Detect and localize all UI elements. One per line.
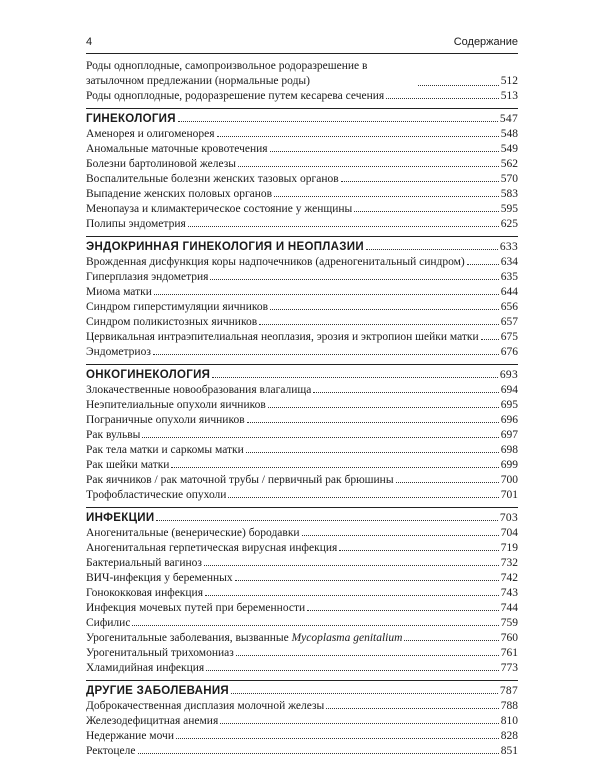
dot-leader — [326, 708, 498, 709]
entry-title: ДРУГИЕ ЗАБОЛЕВАНИЯ — [86, 685, 229, 697]
entry-page: 701 — [500, 489, 518, 501]
toc-entry[interactable] — [86, 59, 518, 89]
toc-entry[interactable] — [86, 428, 518, 443]
entry-title: Воспалительные болезни женских тазовых органов — [86, 173, 339, 185]
dot-leader — [339, 550, 498, 551]
entry-page: 512 — [500, 75, 518, 87]
dot-leader — [404, 640, 498, 641]
entry-title: Синдром поликистозных яичников — [86, 316, 258, 328]
dot-leader — [212, 377, 498, 378]
dot-leader — [270, 151, 499, 152]
entry-title: Врожденная дисфункция коры надпочечников (адреногенитальный синдром) — [86, 256, 465, 268]
toc-entry[interactable] — [86, 729, 518, 744]
entry-page: 744 — [500, 602, 518, 614]
table-of-contents — [86, 59, 518, 759]
entry-title: Железодефицитная анемия — [86, 715, 219, 727]
toc-entry[interactable] — [86, 541, 518, 556]
dot-leader — [171, 467, 498, 468]
toc-entry[interactable] — [86, 217, 518, 232]
entry-title: Синдром гиперстимуляции яичников — [86, 301, 269, 313]
entry-page: 698 — [500, 444, 518, 456]
entry-page: 547 — [499, 113, 518, 125]
entry-title: Менопауза и климактерическое состояние у женщины — [86, 203, 353, 215]
toc-entry[interactable] — [86, 398, 518, 413]
toc-entry[interactable] — [86, 345, 518, 360]
entry-page: 644 — [500, 286, 518, 298]
toc-entry[interactable] — [86, 157, 518, 172]
dot-leader — [386, 98, 499, 99]
dot-leader — [142, 437, 498, 438]
toc-entry[interactable] — [86, 586, 518, 601]
entry-title: Цервикальная интраэпителиальная неоплазия, эрозия и эктропион шейки матки — [86, 331, 479, 343]
entry-title: Доброкачественная дисплазия молочной железы — [86, 700, 325, 712]
entry-title: Рак тела матки и саркомы матки — [86, 444, 244, 456]
entry-page: 696 — [500, 414, 518, 426]
entry-page: 695 — [500, 399, 518, 411]
entry-page: 759 — [500, 617, 518, 629]
entry-title: ГИНЕКОЛОГИЯ — [86, 113, 176, 125]
toc-entry[interactable] — [86, 661, 518, 676]
entry-title: Болезни бартолиновой железы — [86, 158, 237, 170]
dot-leader — [307, 610, 499, 611]
entry-title: ВИЧ-инфекция у беременных — [86, 572, 233, 584]
toc-entry[interactable] — [86, 601, 518, 616]
toc-entry[interactable] — [86, 383, 518, 398]
section-heading[interactable] — [86, 111, 518, 127]
toc-entry[interactable] — [86, 315, 518, 330]
dot-leader — [302, 535, 499, 536]
entry-title: Аномальные маточные кровотечения — [86, 143, 268, 155]
entry-title: Рак яичников / рак маточной трубы / первичный рак брюшины — [86, 474, 394, 486]
toc-entry[interactable] — [86, 142, 518, 157]
entry-page: 773 — [500, 662, 518, 674]
entry-title: Сифилис — [86, 617, 131, 629]
toc-entry[interactable] — [86, 330, 518, 345]
toc-entry[interactable] — [86, 714, 518, 729]
section-heading[interactable] — [86, 367, 518, 383]
entry-page: 694 — [500, 384, 518, 396]
dot-leader — [206, 670, 499, 671]
entry-page: 635 — [500, 271, 518, 283]
entry-title: Выпадение женских половых органов — [86, 188, 273, 200]
dot-leader — [268, 407, 499, 408]
dot-leader — [210, 279, 498, 280]
dot-leader — [270, 309, 499, 310]
entry-page: 703 — [499, 512, 518, 524]
entry-title: Пограничные опухоли яичников — [86, 414, 245, 426]
entry-title: Аменорея и олигоменорея — [86, 128, 215, 140]
entry-title: Роды одноплодные, родоразрешение путем кесарева сечения — [86, 90, 385, 102]
dot-leader — [204, 565, 499, 566]
toc-entry[interactable] — [86, 270, 518, 285]
entry-page: 760 — [500, 632, 518, 644]
entry-page: 693 — [499, 369, 518, 381]
entry-page: 548 — [500, 128, 518, 140]
entry-page: 634 — [500, 256, 518, 268]
header-rule — [86, 53, 518, 54]
toc-entry[interactable] — [86, 631, 518, 646]
entry-title: Недержание мочи — [86, 730, 174, 742]
dot-leader — [132, 625, 498, 626]
section-divider — [86, 108, 518, 109]
dot-leader — [217, 136, 499, 137]
toc-entry[interactable] — [86, 699, 518, 714]
dot-leader — [259, 324, 499, 325]
entry-page: 625 — [500, 218, 518, 230]
entry-title: Рак шейки матки — [86, 459, 170, 471]
entry-page: 595 — [500, 203, 518, 215]
toc-entry[interactable] — [86, 646, 518, 661]
entry-page: 562 — [500, 158, 518, 170]
section-divider — [86, 236, 518, 237]
dot-leader — [481, 339, 499, 340]
entry-title: ЭНДОКРИННАЯ ГИНЕКОЛОГИЯ И НЕОПЛАЗИИ — [86, 241, 364, 253]
page-number: 4 — [86, 36, 93, 48]
dot-leader — [467, 264, 499, 265]
toc-entry[interactable] — [86, 89, 518, 104]
dot-leader — [396, 482, 499, 483]
dot-leader — [236, 655, 499, 656]
entry-page: 513 — [500, 90, 518, 102]
entry-page: 676 — [500, 346, 518, 358]
toc-entry[interactable] — [86, 413, 518, 428]
toc-entry[interactable] — [86, 127, 518, 142]
entry-title: Трофобластические опухоли — [86, 489, 227, 501]
entry-title: Злокачественные новообразования влагалища — [86, 384, 312, 396]
dot-leader — [247, 422, 499, 423]
toc-entry[interactable] — [86, 285, 518, 300]
dot-leader — [178, 121, 498, 122]
entry-page: 704 — [500, 527, 518, 539]
entry-page: 699 — [500, 459, 518, 471]
entry-title: Инфекция мочевых путей при беременности — [86, 602, 306, 614]
dot-leader — [153, 354, 499, 355]
dot-leader — [341, 181, 499, 182]
dot-leader — [274, 196, 499, 197]
entry-page: 570 — [500, 173, 518, 185]
toc-entry[interactable] — [86, 744, 518, 759]
entry-title: ИНФЕКЦИИ — [86, 512, 155, 524]
entry-title: Неэпителиальные опухоли яичников — [86, 399, 266, 411]
entry-page: 697 — [500, 429, 518, 441]
entry-title: Роды одноплодные, самопроизвольное родоразрешение в затылочном предлежании (нормальные роды) — [86, 60, 368, 87]
section-divider — [86, 507, 518, 508]
entry-title: Рак вульвы — [86, 429, 141, 441]
entry-page: 787 — [499, 685, 518, 697]
section-heading[interactable] — [86, 510, 518, 526]
dot-leader — [205, 595, 499, 596]
entry-page: 675 — [500, 331, 518, 343]
entry-page: 633 — [499, 241, 518, 253]
entry-title: Аногенитальные (венерические) бородавки — [86, 527, 300, 539]
entry-title: Гиперплазия эндометрия — [86, 271, 209, 283]
toc-entry[interactable] — [86, 187, 518, 202]
dot-leader — [366, 249, 498, 250]
entry-title: Гонококковая инфекция — [86, 587, 203, 599]
dot-leader — [138, 753, 499, 754]
toc-entry[interactable] — [86, 458, 518, 473]
entry-title: Хламидийная инфекция — [86, 662, 205, 674]
dot-leader — [354, 211, 498, 212]
dot-leader — [176, 738, 499, 739]
toc-entry[interactable] — [86, 488, 518, 503]
dot-leader — [235, 580, 499, 581]
section-heading[interactable] — [86, 683, 518, 699]
entry-page: 719 — [500, 542, 518, 554]
toc-entry[interactable] — [86, 202, 518, 217]
entry-title: Урогенитальный трихомониаз — [86, 647, 234, 659]
dot-leader — [188, 226, 499, 227]
section-divider — [86, 364, 518, 365]
entry-title: Бактериальный вагиноз — [86, 557, 202, 569]
entry-page: 700 — [500, 474, 518, 486]
entry-page: 657 — [500, 316, 518, 328]
entry-title: Эндометриоз — [86, 346, 151, 358]
dot-leader — [238, 166, 499, 167]
section-divider — [86, 680, 518, 681]
latin-name: Mycoplasma genitalium — [291, 632, 403, 644]
section-heading[interactable] — [86, 239, 518, 255]
entry-page: 788 — [500, 700, 518, 712]
entry-page: 656 — [500, 301, 518, 313]
toc-entry[interactable] — [86, 443, 518, 458]
entry-title: Ректоцеле — [86, 745, 136, 757]
toc-entry[interactable] — [86, 526, 518, 541]
dot-leader — [231, 693, 498, 694]
entry-page: 549 — [500, 143, 518, 155]
toc-entry[interactable] — [86, 473, 518, 488]
entry-page: 583 — [500, 188, 518, 200]
dot-leader — [228, 497, 498, 498]
dot-leader — [156, 520, 497, 521]
running-header — [86, 36, 518, 54]
entry-page: 828 — [500, 730, 518, 742]
entry-page: 851 — [500, 745, 518, 757]
entry-title: Миома матки — [86, 286, 152, 298]
dot-leader — [313, 392, 498, 393]
toc-entry[interactable] — [86, 571, 518, 586]
dot-leader — [246, 452, 499, 453]
dot-leader — [418, 85, 499, 86]
entry-page: 732 — [500, 557, 518, 569]
dot-leader — [220, 723, 499, 724]
entry-page: 810 — [500, 715, 518, 727]
toc-entry[interactable] — [86, 172, 518, 187]
toc-entry[interactable] — [86, 300, 518, 315]
toc-entry[interactable] — [86, 556, 518, 571]
entry-title: Урогенитальные заболевания, вызванные Mycoplasma genitalium — [86, 632, 403, 644]
entry-title: Полипы эндометрия — [86, 218, 186, 230]
entry-title: Аногенитальная герпетическая вирусная инфекция — [86, 542, 338, 554]
section-title: Содержание — [453, 36, 518, 48]
entry-page: 761 — [500, 647, 518, 659]
dot-leader — [154, 294, 499, 295]
entry-title: ОНКОГИНЕКОЛОГИЯ — [86, 369, 211, 381]
entry-page: 742 — [500, 572, 518, 584]
toc-entry[interactable] — [86, 255, 518, 270]
entry-page: 743 — [500, 587, 518, 599]
toc-entry[interactable] — [86, 616, 518, 631]
